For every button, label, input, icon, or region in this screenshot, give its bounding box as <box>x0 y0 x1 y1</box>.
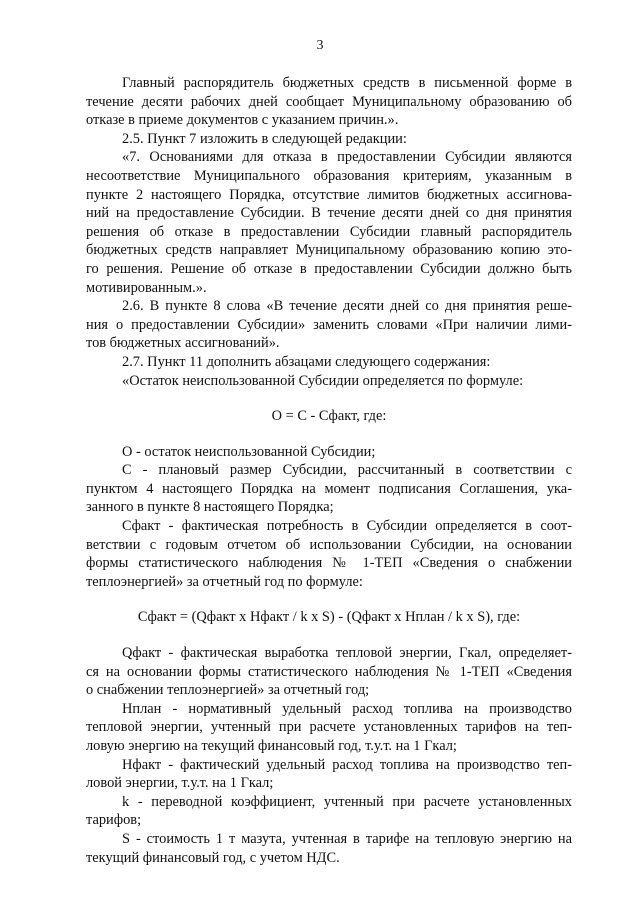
text-line: мотивированным.». <box>86 279 207 296</box>
text-line: ветствии с годовым отчетом об использовании Субсидии, на основании <box>86 536 572 553</box>
spacer <box>86 390 572 407</box>
text-line: отказе в приеме документов с указанием причин.». <box>86 112 399 129</box>
text-line: Нплан - нормативный удельный расход топлива на производство <box>122 700 572 717</box>
text-line: текущий финансовый год, с учетом НДС. <box>86 849 340 866</box>
page-number: 3 <box>316 38 324 53</box>
text-line: го решения. Решение об отказе в предоставлении Субсидии должно быть <box>86 260 572 277</box>
paragraph <box>86 461 572 517</box>
spacer <box>86 627 572 644</box>
text-line: пунктом 4 настоящего Порядка на момент подписания Соглашения, ука- <box>86 480 572 497</box>
paragraph <box>86 517 572 591</box>
text-line: ний на предоставление Субсидии. В течение десяти дней со дня принятия <box>86 205 572 222</box>
text-line: несоответствие Муниципального образования критериям, указанным в <box>86 167 572 184</box>
text-line: течение десяти рабочих дней сообщает Муниципальному образованию об <box>86 93 572 110</box>
paragraph <box>86 793 572 830</box>
text-line: тепловой энергии, учтенный при расчете установленных тарифов на теп- <box>86 719 572 736</box>
text-line: 2.7. Пункт 11 дополнить абзацами следующего содержания: <box>122 353 491 370</box>
text-line: ния о предоставлении Субсидии» заменить словами «При наличии лими- <box>86 316 572 333</box>
paragraph <box>86 74 572 130</box>
document-body <box>86 74 572 867</box>
text-line: ловую энергию на текущий финансовый год, т.у.т. на 1 Гкал; <box>86 738 457 754</box>
text-line: S - стоимость 1 т мазута, учтенная в тарифе на тепловую энергию на <box>122 830 572 847</box>
text-line: Главный распорядитель бюджетных средств в письменной форме в <box>122 75 572 91</box>
paragraph <box>86 297 572 353</box>
formula-remainder: О = С - Сфакт, где: <box>271 408 387 425</box>
text-line: Нфакт - фактический удельный расход топлива на производство теп- <box>122 756 572 773</box>
text-line: 2.5. Пункт 7 изложить в следующей редакции: <box>122 130 407 147</box>
text-line: «7. Основаниями для отказа в предоставлении Субсидии являются <box>122 149 572 166</box>
text-line: решения об отказе в предоставлении Субсидии главный распорядитель <box>86 223 572 240</box>
text-line: Сфакт - фактическая потребность в Субсидии определяется в соот- <box>122 518 572 535</box>
paragraph <box>86 148 572 297</box>
text-line: ся на основании формы статистического наблюдения № 1-ТЕП «Сведения <box>86 663 572 680</box>
paragraph <box>86 130 572 149</box>
paragraph <box>86 700 572 756</box>
text-line: «Остаток неиспользованной Субсидии определяется по формуле: <box>122 372 524 389</box>
text-line: ловой энергии, т.у.т. на 1 Гкал; <box>86 775 274 792</box>
text-line: бюджетных средств направляет Муниципальному образованию копию это- <box>86 242 572 259</box>
text-line: пункте 2 настоящего Порядка, отсутствие лимитов бюджетных ассигнова- <box>86 186 572 203</box>
text-line: Qфакт - фактическая выработка тепловой энергии, Гкал, определяет- <box>122 645 572 662</box>
paragraph <box>86 830 572 867</box>
text-line: тарифов; <box>86 812 142 829</box>
paragraph <box>86 372 572 391</box>
text-line: занного в пункте 8 настоящего Порядка; <box>86 499 334 516</box>
spacer <box>86 426 572 443</box>
text-line: О - остаток неиспользованной Субсидии; <box>122 443 376 460</box>
paragraph <box>86 756 572 793</box>
text-line: тов бюджетных ассигнований». <box>86 335 280 352</box>
text-line: теплоэнергией» за отчетный год по формуле: <box>86 573 363 590</box>
spacer <box>86 591 572 608</box>
formula-actual-need: Сфакт = (Qфакт x Нфакт / k x S) - (Qфакт x Нплан / k x S), где: <box>137 609 521 626</box>
paragraph <box>86 644 572 700</box>
text-line: о снабжении теплоэнергией» за отчетный год; <box>86 682 370 699</box>
text-line: 2.6. В пункте 8 слова «В течение десяти дней со дня принятия реше- <box>122 298 572 315</box>
text-line: формы статистического наблюдения № 1-ТЕП «Сведения о снабжении <box>86 555 572 572</box>
paragraph <box>86 443 572 462</box>
text-line: С - плановый размер Субсидии, рассчитанный в соответствии с <box>122 462 572 479</box>
paragraph <box>86 353 572 372</box>
text-line: k - переводной коэффициент, учтенный при расчете установленных <box>122 793 572 810</box>
